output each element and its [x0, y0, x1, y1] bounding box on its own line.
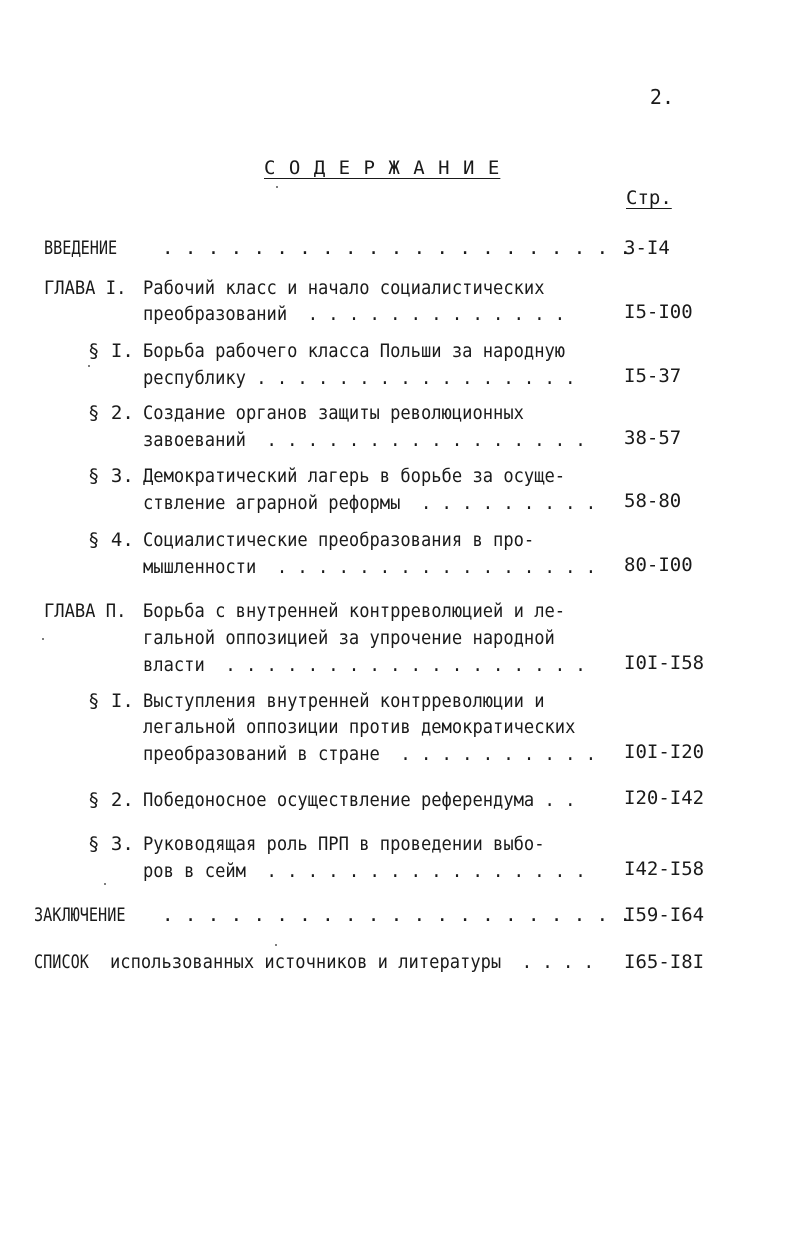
toc-conclusion-dots: . . . . . . . . . . . . . . . . . . . . . [162, 904, 631, 926]
toc-ch2-section-1-line3: преобразований в стране . . . . . . . . . . [143, 743, 596, 765]
toc-chapter-1-line2: преобразований . . . . . . . . . . . . . [143, 303, 566, 325]
toc-ch1-section-3-line2: ствление аграрной реформы . . . . . . . . . [143, 492, 596, 514]
toc-ch2-section-2-line1: Победоносное осуществление референдума . . [143, 789, 576, 811]
toc-chapter-2-line2: гальной оппозицией за упрочение народной [143, 627, 555, 649]
toc-chapter-2-pages: I0I-I58 [624, 652, 705, 674]
scan-speck [276, 186, 278, 188]
toc-ch1-section-2-pages: 38-57 [624, 427, 682, 449]
toc-ch1-section-1-line2: республику . . . . . . . . . . . . . . . . [143, 367, 576, 389]
toc-chapter-1-label: ГЛАВА I. [44, 277, 127, 299]
toc-chapter-2-line3: власти . . . . . . . . . . . . . . . . . . [143, 654, 586, 676]
toc-ch1-section-2-line1: Создание органов защиты революционных [143, 402, 524, 424]
toc-chapter-1-line1: Рабочий класс и начало социалистических [143, 277, 545, 299]
toc-ch2-section-1-line2: легальной оппозиции против демократических [143, 716, 576, 738]
scan-speck [275, 944, 277, 946]
toc-chapter-1-pages: I5-I00 [624, 301, 693, 323]
toc-bibliography-pages: I65-I8I [624, 951, 705, 973]
toc-ch1-section-1-line1: Борьба рабочего класса Польши за народную [143, 340, 566, 362]
toc-ch2-section-1-line1: Выступления внутренней контрреволюции и [143, 690, 545, 712]
toc-ch1-section-3-pages: 58-80 [624, 490, 682, 512]
toc-intro-label: ВВЕДЕНИЕ [44, 237, 118, 259]
toc-ch2-section-3-pages: I42-I58 [624, 858, 705, 880]
toc-ch2-section-3-line1: Руководящая роль ПРП в проведении выбо- [143, 833, 545, 855]
toc-ch2-section-3-num: § 3. [88, 833, 134, 855]
toc-ch2-section-1-num: § I. [88, 690, 134, 712]
toc-ch1-section-1-num: § I. [88, 340, 134, 362]
toc-ch1-section-2-num: § 2. [88, 402, 134, 424]
scan-speck [104, 883, 106, 885]
toc-ch1-section-4-line2: мышленности . . . . . . . . . . . . . . . . [143, 556, 596, 578]
toc-ch2-section-2-pages: I20-I42 [624, 787, 705, 809]
toc-ch1-section-2-line2: завоеваний . . . . . . . . . . . . . . . . [143, 429, 586, 451]
toc-bibliography-label: СПИСОК [34, 951, 89, 973]
toc-chapter-2-line1: Борьба с внутренней контрреволюцией и ле- [143, 600, 566, 622]
toc-intro-dots: . . . . . . . . . . . . . . . . . . . . . [162, 237, 631, 259]
toc-ch2-section-2-num: § 2. [88, 789, 134, 811]
toc-ch1-section-3-line1: Демократический лагерь в борьбе за осуще- [143, 465, 566, 487]
toc-intro-pages: 3-I4 [624, 237, 670, 259]
toc-ch2-section-3-line2: ров в сейм . . . . . . . . . . . . . . . . [143, 860, 586, 882]
page-column-header: Стр. [626, 187, 672, 209]
scan-speck [88, 365, 90, 367]
toc-ch2-section-1-pages: I0I-I20 [624, 741, 705, 763]
toc-bibliography-text: использованных источников и литературы . . . . [110, 951, 594, 973]
page-number: 2. [649, 85, 674, 109]
toc-ch1-section-4-pages: 80-I00 [624, 554, 693, 576]
page-title: С О Д Е Р Ж А Н И Е [264, 157, 501, 179]
toc-conclusion-pages: I59-I64 [624, 904, 705, 926]
toc-ch1-section-3-num: § 3. [88, 465, 134, 487]
toc-ch1-section-4-line1: Социалистические преобразования в про- [143, 529, 535, 551]
toc-ch1-section-1-pages: I5-37 [624, 365, 682, 387]
scan-speck [42, 638, 44, 640]
toc-chapter-2-label: ГЛАВА П. [44, 600, 127, 622]
toc-conclusion-label: ЗАКЛЮЧЕНИЕ [34, 904, 126, 926]
toc-ch1-section-4-num: § 4. [88, 529, 134, 551]
